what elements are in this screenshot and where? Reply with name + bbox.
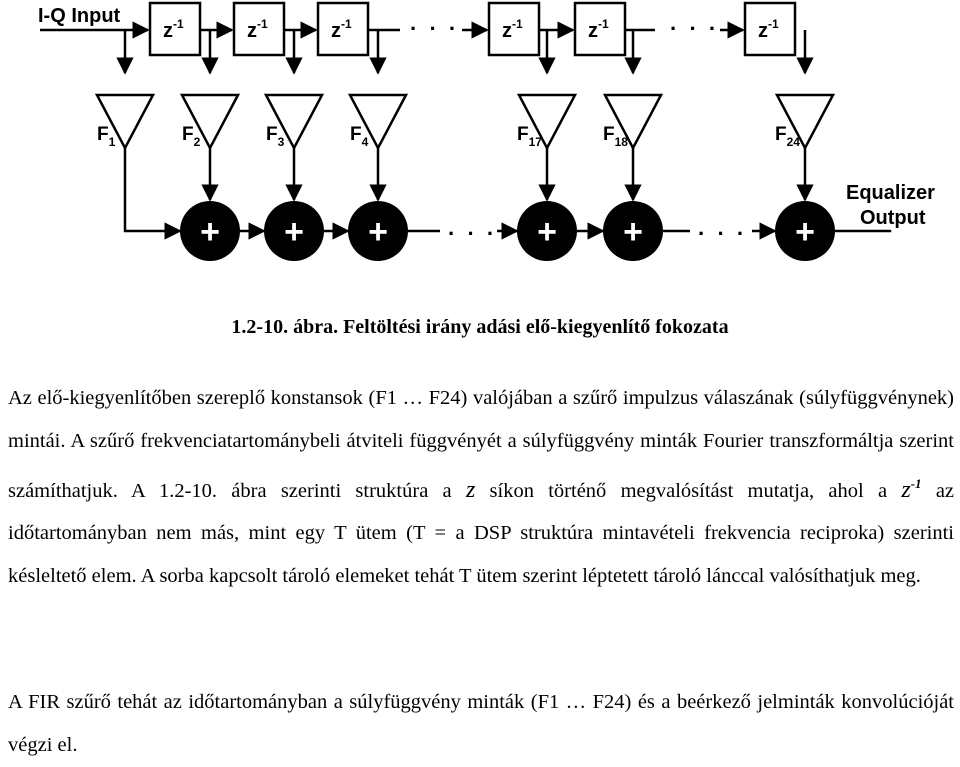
fir-equalizer-diagram	[0, 0, 960, 300]
svg-text:z-1: $z^{-1}$	[247, 17, 268, 42]
svg-text:+: +	[623, 213, 643, 251]
svg-text:F18: $F_{18}$	[603, 124, 628, 149]
tap-arrows	[210, 55, 805, 73]
output-label-line1: Equalizer	[846, 182, 935, 204]
svg-text:+: +	[200, 213, 220, 251]
svg-text:z-1: $z^{-1}$	[502, 17, 523, 42]
svg-text:+: +	[284, 213, 304, 251]
body-paragraph-2: A FIR szűrő tehát az időtartományban a súlyfüggvény minták (F1 … F24) és a beérkező jelminták konvolúcióját végzi el.	[8, 691, 954, 756]
output-arrow	[835, 230, 890, 231]
svg-text:+: +	[368, 213, 388, 251]
svg-text:z-1: $z^{-1}$	[758, 17, 779, 42]
ellipsis-top-1: · · ·	[410, 16, 460, 41]
ellipsis-bottom-2: · · ·	[698, 221, 748, 246]
body-paragraph-1: Az elő-kiegyenlítőben szereplő konstansok (F1 … F24) valójában a szűrő impulzus válaszának (súlyfüggvénynek) mintái. A szűrő frekvenciatartománybeli átviteli függvényét a súlyfüggvény minták Fourier transzformáltja szerint számíthatjuk. A 1.2-10. ábra szerinti struktúra a z síkon történő megvalósítást mutatja, ahol a $z^{-1}$ az időtartományban nem más, mint egy T ütem (T = a DSP struktúra mintavételi frekvencia reciproka) szerinti késleltető elem. A sorba kapcsolt tároló elemeket tehát T ütem szerint léptetett tároló lánccal valósíthatjuk meg.	[8, 387, 955, 588]
svg-text:F2: $F_2$	[182, 124, 201, 149]
figure-caption: 1.2-10. ábra. Feltöltési irány adási elő-kiegyenlítő fokozata	[231, 316, 729, 338]
svg-text:+: +	[795, 213, 815, 251]
multipliers	[97, 95, 833, 148]
ellipsis-top-2: · · ·	[670, 16, 720, 41]
svg-text:F24: $F_{24}$	[775, 124, 800, 149]
svg-text:F17: $F_{17}$	[517, 124, 542, 149]
input-label: I-Q Input	[38, 5, 121, 27]
svg-text:z-1: $z^{-1}$	[163, 17, 184, 42]
svg-text:z-1: $z^{-1}$	[331, 17, 352, 42]
output-label-line2: Output	[860, 207, 926, 229]
svg-text:F1: $F_1$	[97, 124, 116, 149]
svg-text:F4: $F_4$	[350, 124, 369, 149]
svg-text:+: +	[537, 213, 557, 251]
svg-text:z-1: $z^{-1}$	[588, 17, 609, 42]
ellipsis-bottom-1: · · ·	[448, 221, 498, 246]
svg-text:F3: $F_3$	[266, 124, 285, 149]
